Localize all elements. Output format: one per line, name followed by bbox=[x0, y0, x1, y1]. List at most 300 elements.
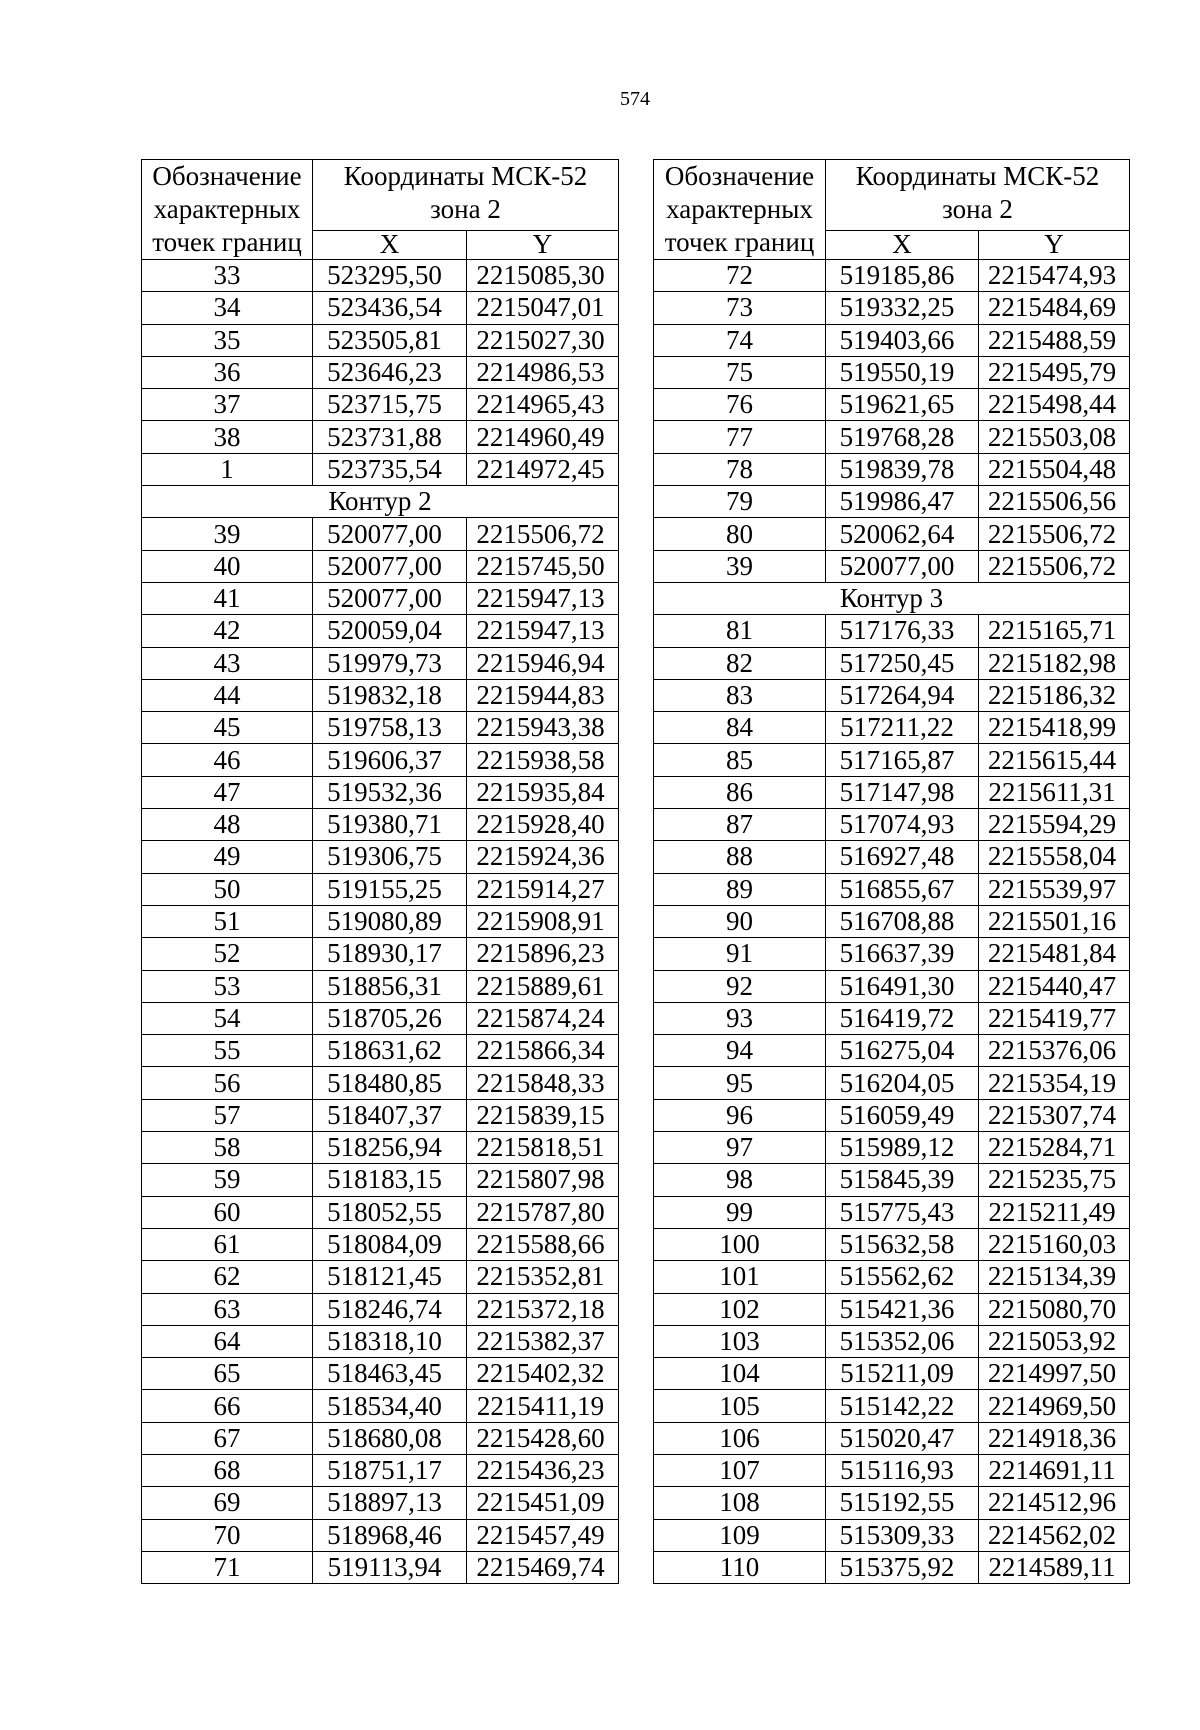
y-coordinate-cell: 2215440,47 bbox=[979, 970, 1130, 1002]
y-coordinate-cell: 2215924,36 bbox=[467, 841, 619, 873]
table-row bbox=[654, 1519, 1130, 1551]
table-row bbox=[142, 1228, 619, 1260]
point-number-cell: 39 bbox=[142, 518, 313, 550]
page-number: 574 bbox=[620, 88, 650, 110]
x-coordinate-cell: 516491,30 bbox=[826, 970, 979, 1002]
x-coordinate-cell: 519839,78 bbox=[826, 453, 979, 485]
y-coordinate-cell: 2214918,36 bbox=[979, 1422, 1130, 1454]
point-number-cell: 63 bbox=[142, 1293, 313, 1325]
x-coordinate-cell: 515562,62 bbox=[826, 1261, 979, 1293]
y-coordinate-cell: 2215469,74 bbox=[467, 1551, 619, 1583]
x-coordinate-cell: 523436,54 bbox=[313, 292, 467, 324]
point-number-cell: 83 bbox=[654, 679, 826, 711]
point-number-cell: 71 bbox=[142, 1551, 313, 1583]
x-coordinate-cell: 518897,13 bbox=[313, 1487, 467, 1519]
y-coordinate-cell: 2214589,11 bbox=[979, 1551, 1130, 1583]
y-coordinate-cell: 2214965,43 bbox=[467, 389, 619, 421]
x-coordinate-cell: 517211,22 bbox=[826, 712, 979, 744]
table-row bbox=[142, 1002, 619, 1034]
x-coordinate-cell: 515309,33 bbox=[826, 1519, 979, 1551]
point-number-cell: 103 bbox=[654, 1325, 826, 1357]
table-row bbox=[142, 1358, 619, 1390]
coordinates-table-right bbox=[653, 159, 1130, 1584]
header-designation bbox=[654, 160, 826, 260]
table-row bbox=[654, 356, 1130, 388]
table-row bbox=[142, 582, 619, 614]
x-coordinate-cell: 520062,64 bbox=[826, 518, 979, 550]
point-number-cell: 107 bbox=[654, 1454, 826, 1486]
y-coordinate-cell: 2214960,49 bbox=[467, 421, 619, 453]
table-row bbox=[142, 1261, 619, 1293]
x-coordinate-cell: 516059,49 bbox=[826, 1099, 979, 1131]
table-row bbox=[142, 905, 619, 937]
point-number-cell: 54 bbox=[142, 1002, 313, 1034]
y-coordinate-cell: 2214997,50 bbox=[979, 1358, 1130, 1390]
x-coordinate-cell: 518246,74 bbox=[313, 1293, 467, 1325]
x-coordinate-cell: 519606,37 bbox=[313, 744, 467, 776]
y-coordinate-cell: 2215506,72 bbox=[467, 518, 619, 550]
y-coordinate-cell: 2215165,71 bbox=[979, 615, 1130, 647]
table-row bbox=[142, 1390, 619, 1422]
y-coordinate-cell: 2215211,49 bbox=[979, 1196, 1130, 1228]
y-coordinate-cell: 2215503,08 bbox=[979, 421, 1130, 453]
point-number-cell: 51 bbox=[142, 905, 313, 937]
x-coordinate-cell: 517165,87 bbox=[826, 744, 979, 776]
table-row bbox=[654, 1325, 1130, 1357]
x-coordinate-cell: 516419,72 bbox=[826, 1002, 979, 1034]
y-coordinate-cell: 2215928,40 bbox=[467, 809, 619, 841]
y-coordinate-cell: 2215481,84 bbox=[979, 938, 1130, 970]
point-number-cell: 85 bbox=[654, 744, 826, 776]
y-coordinate-cell: 2215908,91 bbox=[467, 905, 619, 937]
point-number-cell: 74 bbox=[654, 324, 826, 356]
table-row bbox=[142, 970, 619, 1002]
y-coordinate-cell: 2215484,69 bbox=[979, 292, 1130, 324]
point-number-cell: 80 bbox=[654, 518, 826, 550]
x-coordinate-cell: 515192,55 bbox=[826, 1487, 979, 1519]
x-coordinate-cell: 523646,23 bbox=[313, 356, 467, 388]
point-number-cell: 52 bbox=[142, 938, 313, 970]
table-row bbox=[654, 453, 1130, 485]
table-row bbox=[654, 776, 1130, 808]
y-coordinate-cell: 2215134,39 bbox=[979, 1261, 1130, 1293]
y-coordinate-cell: 2215506,72 bbox=[979, 550, 1130, 582]
y-coordinate-cell: 2214969,50 bbox=[979, 1390, 1130, 1422]
point-number-cell: 87 bbox=[654, 809, 826, 841]
table-row bbox=[654, 1228, 1130, 1260]
table-row bbox=[142, 1487, 619, 1519]
y-coordinate-cell: 2215588,66 bbox=[467, 1228, 619, 1260]
point-number-cell: 69 bbox=[142, 1487, 313, 1519]
x-coordinate-cell: 519832,18 bbox=[313, 679, 467, 711]
y-coordinate-cell: 2214512,96 bbox=[979, 1487, 1130, 1519]
y-coordinate-cell: 2215376,06 bbox=[979, 1035, 1130, 1067]
point-number-cell: 42 bbox=[142, 615, 313, 647]
header-designation bbox=[142, 160, 313, 260]
table-row bbox=[142, 324, 619, 356]
table-row bbox=[654, 518, 1130, 550]
header-designation-line: точек границ bbox=[664, 227, 815, 257]
x-coordinate-cell: 519550,19 bbox=[826, 356, 979, 388]
table-row bbox=[654, 873, 1130, 905]
y-coordinate-cell: 2215418,99 bbox=[979, 712, 1130, 744]
table-row bbox=[142, 1099, 619, 1131]
point-number-cell: 40 bbox=[142, 550, 313, 582]
x-coordinate-cell: 515845,39 bbox=[826, 1164, 979, 1196]
point-number-cell: 37 bbox=[142, 389, 313, 421]
y-coordinate-cell: 2215307,74 bbox=[979, 1099, 1130, 1131]
x-coordinate-cell: 515421,36 bbox=[826, 1293, 979, 1325]
x-coordinate-cell: 518856,31 bbox=[313, 970, 467, 1002]
y-coordinate-cell: 2215943,38 bbox=[467, 712, 619, 744]
table-row bbox=[654, 841, 1130, 873]
point-number-cell: 90 bbox=[654, 905, 826, 937]
table-row bbox=[142, 1196, 619, 1228]
y-coordinate-cell: 2215506,56 bbox=[979, 486, 1130, 518]
y-coordinate-cell: 2215498,44 bbox=[979, 389, 1130, 421]
y-coordinate-cell: 2215235,75 bbox=[979, 1164, 1130, 1196]
point-number-cell: 64 bbox=[142, 1325, 313, 1357]
table-row bbox=[654, 1099, 1130, 1131]
x-coordinate-cell: 520077,00 bbox=[313, 518, 467, 550]
point-number-cell: 106 bbox=[654, 1422, 826, 1454]
point-number-cell: 58 bbox=[142, 1132, 313, 1164]
x-coordinate-cell: 515375,92 bbox=[826, 1551, 979, 1583]
table-row bbox=[142, 873, 619, 905]
point-number-cell: 68 bbox=[142, 1454, 313, 1486]
x-coordinate-cell: 517250,45 bbox=[826, 647, 979, 679]
header-designation-line: точек границ bbox=[152, 227, 302, 257]
x-coordinate-cell: 519155,25 bbox=[313, 873, 467, 905]
y-coordinate-cell: 2214691,11 bbox=[979, 1454, 1130, 1486]
table-row bbox=[654, 1422, 1130, 1454]
point-number-cell: 66 bbox=[142, 1390, 313, 1422]
x-coordinate-cell: 517176,33 bbox=[826, 615, 979, 647]
point-number-cell: 53 bbox=[142, 970, 313, 1002]
point-number-cell: 110 bbox=[654, 1551, 826, 1583]
point-number-cell: 62 bbox=[142, 1261, 313, 1293]
table-row bbox=[654, 260, 1130, 292]
table-row bbox=[142, 809, 619, 841]
point-number-cell: 38 bbox=[142, 421, 313, 453]
y-coordinate-cell: 2215436,23 bbox=[467, 1454, 619, 1486]
point-number-cell: 70 bbox=[142, 1519, 313, 1551]
y-coordinate-cell: 2215451,09 bbox=[467, 1487, 619, 1519]
header-coordinates-line: Координаты МСК-52 bbox=[855, 161, 1100, 191]
x-coordinate-cell: 516637,39 bbox=[826, 938, 979, 970]
y-coordinate-cell: 2215594,29 bbox=[979, 809, 1130, 841]
x-coordinate-cell: 518183,15 bbox=[313, 1164, 467, 1196]
y-coordinate-cell: 2214972,45 bbox=[467, 453, 619, 485]
y-coordinate-cell: 2215935,84 bbox=[467, 776, 619, 808]
point-number-cell: 60 bbox=[142, 1196, 313, 1228]
table-row bbox=[654, 970, 1130, 1002]
point-number-cell: 41 bbox=[142, 582, 313, 614]
x-coordinate-cell: 519380,71 bbox=[313, 809, 467, 841]
header-x: X bbox=[313, 230, 467, 259]
y-coordinate-cell: 2215914,27 bbox=[467, 873, 619, 905]
y-coordinate-cell: 2215160,03 bbox=[979, 1228, 1130, 1260]
header-designation-line: Обозначение bbox=[152, 161, 302, 191]
table-row bbox=[142, 647, 619, 679]
table-row bbox=[654, 615, 1130, 647]
x-coordinate-cell: 516275,04 bbox=[826, 1035, 979, 1067]
point-number-cell: 45 bbox=[142, 712, 313, 744]
header-designation-line: Обозначение bbox=[664, 161, 815, 191]
point-number-cell: 100 bbox=[654, 1228, 826, 1260]
x-coordinate-cell: 518463,45 bbox=[313, 1358, 467, 1390]
point-number-cell: 88 bbox=[654, 841, 826, 873]
contour-row bbox=[142, 486, 619, 518]
point-number-cell: 102 bbox=[654, 1293, 826, 1325]
y-coordinate-cell: 2215474,93 bbox=[979, 260, 1130, 292]
table-row bbox=[654, 905, 1130, 937]
point-number-cell: 91 bbox=[654, 938, 826, 970]
table-row bbox=[654, 421, 1130, 453]
y-coordinate-cell: 2215615,44 bbox=[979, 744, 1130, 776]
x-coordinate-cell: 518930,17 bbox=[313, 938, 467, 970]
x-coordinate-cell: 520077,00 bbox=[313, 582, 467, 614]
y-coordinate-cell: 2215944,83 bbox=[467, 679, 619, 711]
table-row bbox=[142, 389, 619, 421]
x-coordinate-cell: 520077,00 bbox=[826, 550, 979, 582]
table-row bbox=[654, 292, 1130, 324]
y-coordinate-cell: 2215495,79 bbox=[979, 356, 1130, 388]
table-row bbox=[654, 744, 1130, 776]
x-coordinate-cell: 518084,09 bbox=[313, 1228, 467, 1260]
contour-label: Контур 3 bbox=[654, 582, 1130, 614]
x-coordinate-cell: 523731,88 bbox=[313, 421, 467, 453]
x-coordinate-cell: 516927,48 bbox=[826, 841, 979, 873]
table-row bbox=[654, 1487, 1130, 1519]
y-coordinate-cell: 2215848,33 bbox=[467, 1067, 619, 1099]
point-number-cell: 92 bbox=[654, 970, 826, 1002]
y-coordinate-cell: 2215947,13 bbox=[467, 615, 619, 647]
x-coordinate-cell: 518318,10 bbox=[313, 1325, 467, 1357]
table-row bbox=[142, 938, 619, 970]
y-coordinate-cell: 2215539,97 bbox=[979, 873, 1130, 905]
x-coordinate-cell: 523295,50 bbox=[313, 260, 467, 292]
y-coordinate-cell: 2215889,61 bbox=[467, 970, 619, 1002]
table-row bbox=[142, 1325, 619, 1357]
point-number-cell: 55 bbox=[142, 1035, 313, 1067]
x-coordinate-cell: 518968,46 bbox=[313, 1519, 467, 1551]
table-row bbox=[654, 1358, 1130, 1390]
point-number-cell: 44 bbox=[142, 679, 313, 711]
y-coordinate-cell: 2215488,59 bbox=[979, 324, 1130, 356]
x-coordinate-cell: 520077,00 bbox=[313, 550, 467, 582]
table-row bbox=[142, 550, 619, 582]
x-coordinate-cell: 516855,67 bbox=[826, 873, 979, 905]
point-number-cell: 89 bbox=[654, 873, 826, 905]
point-number-cell: 81 bbox=[654, 615, 826, 647]
x-coordinate-cell: 515352,06 bbox=[826, 1325, 979, 1357]
table-row bbox=[654, 1261, 1130, 1293]
table-row bbox=[654, 486, 1130, 518]
x-coordinate-cell: 523505,81 bbox=[313, 324, 467, 356]
x-coordinate-cell: 515116,93 bbox=[826, 1454, 979, 1486]
table-row bbox=[142, 260, 619, 292]
y-coordinate-cell: 2215382,37 bbox=[467, 1325, 619, 1357]
table-row bbox=[654, 1390, 1130, 1422]
y-coordinate-cell: 2215284,71 bbox=[979, 1132, 1130, 1164]
x-coordinate-cell: 520059,04 bbox=[313, 615, 467, 647]
x-coordinate-cell: 518256,94 bbox=[313, 1132, 467, 1164]
y-coordinate-cell: 2215818,51 bbox=[467, 1132, 619, 1164]
table-row bbox=[142, 841, 619, 873]
point-number-cell: 50 bbox=[142, 873, 313, 905]
x-coordinate-cell: 518534,40 bbox=[313, 1390, 467, 1422]
table-row bbox=[142, 679, 619, 711]
x-coordinate-cell: 515142,22 bbox=[826, 1390, 979, 1422]
point-number-cell: 109 bbox=[654, 1519, 826, 1551]
point-number-cell: 93 bbox=[654, 1002, 826, 1034]
x-coordinate-cell: 519306,75 bbox=[313, 841, 467, 873]
y-coordinate-cell: 2215874,24 bbox=[467, 1002, 619, 1034]
point-number-cell: 84 bbox=[654, 712, 826, 744]
table-row bbox=[142, 518, 619, 550]
point-number-cell: 105 bbox=[654, 1390, 826, 1422]
header-y: Y bbox=[979, 230, 1130, 259]
x-coordinate-cell: 515775,43 bbox=[826, 1196, 979, 1228]
contour-label: Контур 2 bbox=[142, 486, 619, 518]
x-coordinate-cell: 517147,98 bbox=[826, 776, 979, 808]
x-coordinate-cell: 516708,88 bbox=[826, 905, 979, 937]
point-number-cell: 104 bbox=[654, 1358, 826, 1390]
y-coordinate-cell: 2215047,01 bbox=[467, 292, 619, 324]
y-coordinate-cell: 2215839,15 bbox=[467, 1099, 619, 1131]
table-row bbox=[142, 1132, 619, 1164]
y-coordinate-cell: 2215027,30 bbox=[467, 324, 619, 356]
point-number-cell: 76 bbox=[654, 389, 826, 421]
header-x: X bbox=[826, 230, 979, 259]
table-row bbox=[142, 776, 619, 808]
y-coordinate-cell: 2215411,19 bbox=[467, 1390, 619, 1422]
point-number-cell: 65 bbox=[142, 1358, 313, 1390]
y-coordinate-cell: 2215506,72 bbox=[979, 518, 1130, 550]
y-coordinate-cell: 2214562,02 bbox=[979, 1519, 1130, 1551]
x-coordinate-cell: 523715,75 bbox=[313, 389, 467, 421]
x-coordinate-cell: 519768,28 bbox=[826, 421, 979, 453]
y-coordinate-cell: 2215947,13 bbox=[467, 582, 619, 614]
point-number-cell: 33 bbox=[142, 260, 313, 292]
point-number-cell: 95 bbox=[654, 1067, 826, 1099]
table-row bbox=[654, 1454, 1130, 1486]
point-number-cell: 96 bbox=[654, 1099, 826, 1131]
coordinates-table-left bbox=[141, 159, 619, 1584]
y-coordinate-cell: 2215938,58 bbox=[467, 744, 619, 776]
point-number-cell: 43 bbox=[142, 647, 313, 679]
header-coordinates-line: зона 2 bbox=[430, 194, 501, 224]
point-number-cell: 99 bbox=[654, 1196, 826, 1228]
x-coordinate-cell: 519621,65 bbox=[826, 389, 979, 421]
x-coordinate-cell: 518751,17 bbox=[313, 1454, 467, 1486]
y-coordinate-cell: 2215504,48 bbox=[979, 453, 1130, 485]
x-coordinate-cell: 519332,25 bbox=[826, 292, 979, 324]
x-coordinate-cell: 523735,54 bbox=[313, 453, 467, 485]
point-number-cell: 79 bbox=[654, 486, 826, 518]
x-coordinate-cell: 519758,13 bbox=[313, 712, 467, 744]
point-number-cell: 77 bbox=[654, 421, 826, 453]
table-row bbox=[654, 679, 1130, 711]
y-coordinate-cell: 2215053,92 bbox=[979, 1325, 1130, 1357]
table-row bbox=[654, 1067, 1130, 1099]
table-row bbox=[142, 421, 619, 453]
y-coordinate-cell: 2215085,30 bbox=[467, 260, 619, 292]
x-coordinate-cell: 519532,36 bbox=[313, 776, 467, 808]
point-number-cell: 101 bbox=[654, 1261, 826, 1293]
table-row bbox=[142, 1164, 619, 1196]
x-coordinate-cell: 517074,93 bbox=[826, 809, 979, 841]
x-coordinate-cell: 518680,08 bbox=[313, 1422, 467, 1454]
point-number-cell: 35 bbox=[142, 324, 313, 356]
table-row bbox=[142, 1067, 619, 1099]
table-row bbox=[142, 1519, 619, 1551]
table-row bbox=[142, 1551, 619, 1583]
x-coordinate-cell: 515020,47 bbox=[826, 1422, 979, 1454]
point-number-cell: 56 bbox=[142, 1067, 313, 1099]
y-coordinate-cell: 2215419,77 bbox=[979, 1002, 1130, 1034]
y-coordinate-cell: 2215352,81 bbox=[467, 1261, 619, 1293]
table-row bbox=[142, 615, 619, 647]
header-coordinates bbox=[313, 160, 619, 231]
x-coordinate-cell: 519979,73 bbox=[313, 647, 467, 679]
x-coordinate-cell: 515989,12 bbox=[826, 1132, 979, 1164]
x-coordinate-cell: 519403,66 bbox=[826, 324, 979, 356]
table-row bbox=[654, 1196, 1130, 1228]
table-row bbox=[654, 389, 1130, 421]
table-row bbox=[654, 712, 1130, 744]
point-number-cell: 57 bbox=[142, 1099, 313, 1131]
point-number-cell: 1 bbox=[142, 453, 313, 485]
y-coordinate-cell: 2215428,60 bbox=[467, 1422, 619, 1454]
point-number-cell: 75 bbox=[654, 356, 826, 388]
table-row bbox=[654, 1164, 1130, 1196]
x-coordinate-cell: 518052,55 bbox=[313, 1196, 467, 1228]
header-coordinates bbox=[826, 160, 1130, 231]
x-coordinate-cell: 519185,86 bbox=[826, 260, 979, 292]
point-number-cell: 59 bbox=[142, 1164, 313, 1196]
point-number-cell: 108 bbox=[654, 1487, 826, 1519]
header-y: Y bbox=[467, 230, 619, 259]
x-coordinate-cell: 519113,94 bbox=[313, 1551, 467, 1583]
table-row bbox=[654, 1132, 1130, 1164]
table-row bbox=[142, 1422, 619, 1454]
x-coordinate-cell: 515211,09 bbox=[826, 1358, 979, 1390]
y-coordinate-cell: 2215402,32 bbox=[467, 1358, 619, 1390]
x-coordinate-cell: 518480,85 bbox=[313, 1067, 467, 1099]
y-coordinate-cell: 2214986,53 bbox=[467, 356, 619, 388]
table-row bbox=[654, 938, 1130, 970]
x-coordinate-cell: 518121,45 bbox=[313, 1261, 467, 1293]
point-number-cell: 82 bbox=[654, 647, 826, 679]
header-designation-line: характерных bbox=[153, 194, 301, 224]
header-coordinates-line: Координаты МСК-52 bbox=[343, 161, 588, 191]
point-number-cell: 34 bbox=[142, 292, 313, 324]
point-number-cell: 36 bbox=[142, 356, 313, 388]
y-coordinate-cell: 2215182,98 bbox=[979, 647, 1130, 679]
point-number-cell: 98 bbox=[654, 1164, 826, 1196]
point-number-cell: 73 bbox=[654, 292, 826, 324]
x-coordinate-cell: 519080,89 bbox=[313, 905, 467, 937]
point-number-cell: 46 bbox=[142, 744, 313, 776]
table-row bbox=[654, 809, 1130, 841]
point-number-cell: 86 bbox=[654, 776, 826, 808]
x-coordinate-cell: 519986,47 bbox=[826, 486, 979, 518]
table-row bbox=[142, 453, 619, 485]
point-number-cell: 67 bbox=[142, 1422, 313, 1454]
table-row bbox=[142, 292, 619, 324]
